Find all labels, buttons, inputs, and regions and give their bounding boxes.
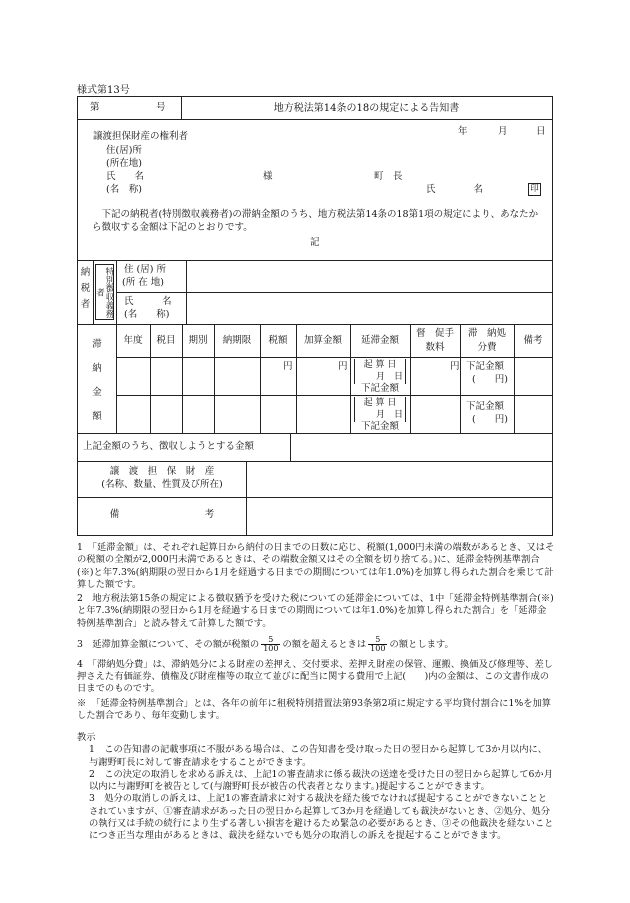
ki-label: 記 [310,237,320,248]
col-additional-amount: 加算金額 [303,335,342,346]
col-period: 期別 [188,335,208,346]
rights-holder-label: 譲渡担保財産の権利者 [93,131,189,142]
start-day-bracket-1: 起 算 日 月 日 [354,359,406,384]
col-fiscal-year: 年度 [123,335,143,346]
below-amount-1: 下記金額 [360,383,399,394]
seal-box [528,183,541,196]
instructions-section [77,732,555,842]
form-title: 地方税法第14条の18の規定による告知書 [273,103,460,114]
note-4: 4 「滞納処分費」は、滞納処分による財産の差押え、交付要求、差押え財産の保管、運搬、換価及び修理等、差し押さえた有価証券、債権及び財産権等の取立て並びに配当に関する費用で上記( )内の金額は、この文書作成の日までのものです。 [77,658,553,695]
taxpayer-side-label: 納 税 者 [80,267,91,310]
note-asterisk: ※ 「延滞金特例基準割合」とは、各年の前年に租税特別措置法第93条第2項に規定する平均貸付割合に1%を加算した割合であり、毎年変動します。 [77,697,552,721]
taxpayer-name-sub: (名 称) [124,309,170,320]
issuer-name-label: 氏 名 [426,184,484,195]
note-1: 1 「延滞金額」は、それぞれ起算日から納付の日までの日数に応じ、税額(1,000円未満の端数があるとき、又はその税額の全額が2,000円未満であるときは、その端数金額又はその全額を切り捨てる。)に、延滞金特例基準割合(※)と年7.3%(納期限の翌日から1月を経過する日までの期間については年1.0%)を加算し得られた割合を乗じて計算した額です。 [77,542,555,590]
collateral-label: 譲 渡 担 保 財 産 [109,466,215,477]
col-tax-item: 税目 [156,335,176,346]
special-collector-label: 特別徴収義務者 [95,264,114,320]
col-disposition-cost: 滞 納処分費 [467,328,506,353]
instruction-3: 3 処分の取消しの訴えは、上記1の審査請求に対する裁決を経た後でなければ提起することができないこととされていますが、①審査請求があった日の翌日から起算して3か月を経過しても裁決がないとき、②処分、処分の執行又は手続の続行により生ずる著しい損害を避けるため緊急の必要があるとき、③その他裁決を経ないことにつき正当な理由があるときは、裁決を経ないでも処分の取消しの訴えを提起することができます。 [89,793,554,842]
disposition-yen-1: ( 円) [472,374,508,385]
fraction-2: $\frac{5}{100}$ [370,634,386,653]
note-3: 3 延滞加算金額について、その額が税額の $\frac{5}{100}$ の額を超えるときは $\frac{5}{100}$ の額とします。 [77,634,454,653]
collect-amount-label: 上記金額のうち、徴収しようとする金額 [83,441,255,452]
collateral-sub: (名称、数量、性質及び所在) [101,479,223,490]
date-year: 年 [458,126,468,137]
date-month: 月 [498,126,508,137]
col-remarks: 備考 [523,335,543,346]
taxpayer-address-label: 住 (居) 所 [124,264,166,275]
name-label: 氏 名 [106,171,145,182]
col-delinquency-amount: 延滞金額 [360,335,399,346]
form-frame [77,96,553,536]
disposition-below-amount-1: 下記金額 [466,361,505,372]
tax-amount-yen: 円 [283,361,293,372]
reminder-fee-yen: 円 [450,361,460,372]
additional-amount-yen: 円 [338,361,348,372]
issuer-title: 町 長 [374,171,403,182]
col-due-date: 納期限 [222,335,252,346]
address-sub: (所在地) [106,158,142,169]
address-label: 住(居)所 [106,145,142,156]
date-day: 日 [536,126,546,137]
form-number: 様式第13号 [77,85,130,96]
intro-text: 下記の納税者(特別徴収義務者)の滞納金額のうち、地方税法第14条の18第1項の規定により、あなたから徴収する金額は下記のとおりです。 [92,209,539,233]
taxpayer-address-sub: (所 在 地) [122,277,164,288]
fraction-1: $\frac{5}{100}$ [263,634,279,653]
instructions-title: 教示 [77,732,96,743]
note-2: 2 地方税法第15条の規定による徴収猶予を受けた税についての延滞金については、1中「延滞金特例基準割合(※)と年7.3%(納期限の翌日から1月を経過する日までの期間については年1.0%)を加算し得られた割合」を「延滞金特例基準割合」と読み替えて計算した額です。 [77,593,554,629]
col-tax-amount: 税額 [268,335,288,346]
amounts-side-label: 滞 納 金 額 [92,339,102,422]
col-reminder-fee: 督 促手数料 [415,328,454,353]
disposition-below-amount-2: 下記金額 [466,401,505,412]
taxpayer-name-label: 氏 名 [124,296,172,307]
below-amount-2: 下記金額 [360,421,399,432]
seal-icon: 印 [528,183,541,196]
name-sub: (名 称) [106,184,142,195]
instruction-1: 1 この告知書の記載事項に不服がある場合は、この告知書を受け取った日の翌日から起算して3か月以内に、与謝野町長に対して審査請求をすることができます。 [89,744,548,768]
instruction-2: 2 この決定の取消しを求める訴えは、上記1の審査請求に係る裁決の送達を受けた日の翌日から起算して6か月以内に与謝野町を被告として(与謝野町長が被告の代表者となります。)提起することができます。 [89,768,553,793]
remarks-label: 備 考 [109,509,215,520]
notes-section [77,542,555,724]
number-prefix: 第 [90,102,100,113]
start-day-bracket-2: 起 算 日 月 日 [354,397,406,422]
number-suffix: 号 [156,102,166,113]
disposition-yen-2: ( 円) [472,414,508,425]
sama-label: 様 [263,171,273,182]
